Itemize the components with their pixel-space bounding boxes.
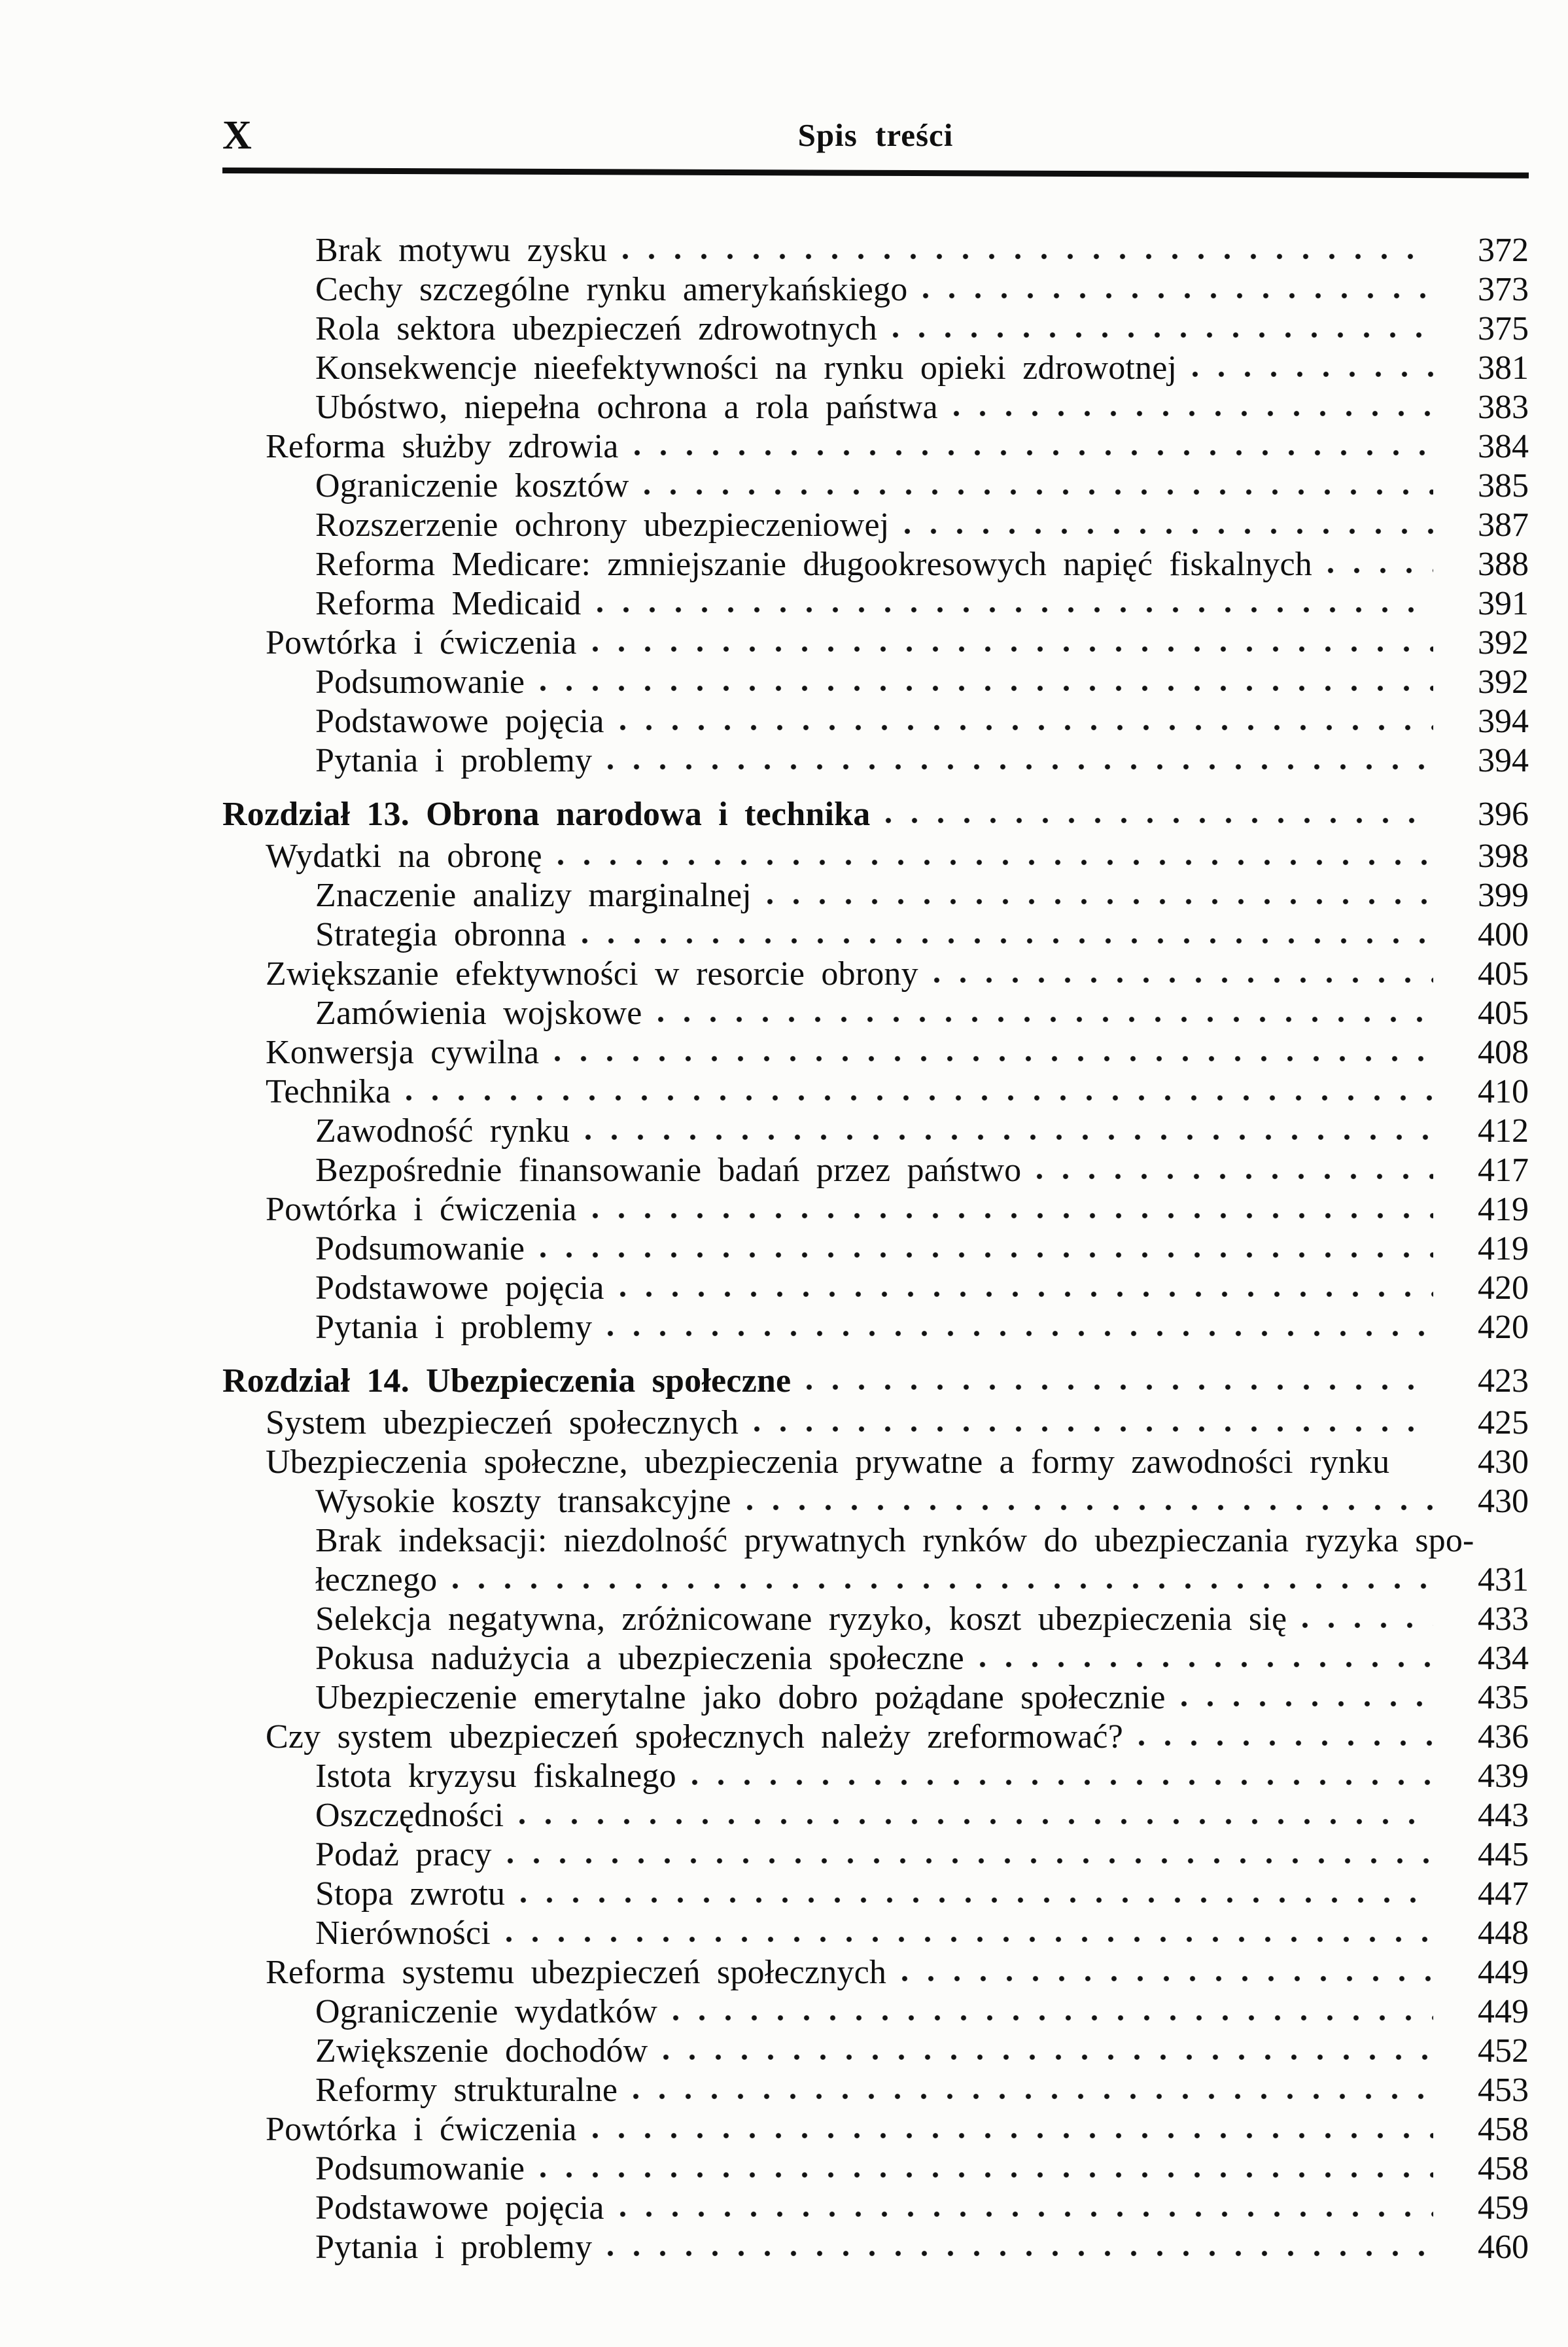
- toc-entry-title: Pytania i problemy: [315, 742, 593, 779]
- toc-entry-title: Czy system ubezpieczeń społecznych należy zreformować?: [266, 1718, 1123, 1756]
- toc-entry-title: Ubóstwo, niepełna ochrona a rola państwa: [315, 389, 938, 426]
- dot-leader: [1402, 1464, 1433, 1473]
- dot-leader: [538, 2171, 1433, 2179]
- toc-entry-title: Rozdział 14. Ubezpieczenia społeczne: [222, 1362, 792, 1400]
- toc-entry: [222, 1561, 1529, 1600]
- toc-entry-title: Nierówności: [315, 1915, 491, 1952]
- toc-entry: [222, 388, 1529, 427]
- toc-entry: [222, 1112, 1529, 1151]
- toc-entry-title: Strategia obronna: [315, 916, 566, 953]
- toc-entry: [222, 1639, 1529, 1678]
- dot-leader: [505, 1857, 1433, 1865]
- toc-entry-page-number: 384: [1478, 428, 1529, 465]
- toc-list: [222, 231, 1529, 2267]
- toc-entry: [222, 915, 1529, 955]
- toc-entry-title: Rozszerzenie ochrony ubezpieczeniowej: [315, 506, 890, 544]
- toc-entry-title: Konwersja cywilna: [266, 1034, 540, 1071]
- toc-entry-page-number: 400: [1478, 916, 1529, 953]
- toc-entry: [222, 1835, 1529, 1875]
- toc-entry-title: Wydatki na obronę: [266, 838, 542, 875]
- toc-entry-title: Istota kryzysu fiskalnego: [315, 1757, 676, 1795]
- toc-entry-page-number: 385: [1478, 467, 1529, 504]
- toc-entry-title: Podsumowanie: [315, 2150, 525, 2187]
- dot-leader: [1136, 1739, 1433, 1748]
- toc-entry-page-number: 423: [1478, 1362, 1529, 1400]
- toc-entry-title: Reforma Medicare: zmniejszanie długookresowych napięć fiskalnych: [315, 546, 1312, 583]
- toc-entry: [222, 1718, 1529, 1757]
- toc-entry-page-number: 447: [1478, 1875, 1529, 1913]
- toc-entry-page-number: 373: [1478, 271, 1529, 308]
- toc-entry-page-number: 419: [1478, 1230, 1529, 1267]
- dot-leader: [605, 2250, 1433, 2258]
- toc-entry: [222, 467, 1529, 506]
- toc-entry-page-number: 433: [1478, 1600, 1529, 1638]
- dot-leader: [752, 1425, 1433, 1434]
- toc-entry-page-number: 388: [1478, 546, 1529, 583]
- toc-entry-page-number: 459: [1478, 2189, 1529, 2227]
- toc-entry-title: Pytania i problemy: [315, 1309, 593, 1346]
- toc-entry-title: Pytania i problemy: [315, 2229, 593, 2266]
- toc-entry: [222, 1521, 1529, 1561]
- toc-entry-title: Reforma Medicaid: [315, 585, 582, 622]
- dot-leader: [642, 488, 1433, 497]
- toc-entry: [222, 1308, 1529, 1347]
- toc-entry-page-number: 445: [1478, 1836, 1529, 1873]
- toc-entry: [222, 1796, 1529, 1835]
- toc-entry: [222, 741, 1529, 781]
- dot-leader: [744, 1504, 1433, 1512]
- toc-entry: [222, 2228, 1529, 2267]
- dot-leader: [518, 1896, 1433, 1905]
- toc-entry: [222, 1482, 1529, 1521]
- toc-entry: [222, 994, 1529, 1033]
- dot-leader: [661, 2053, 1433, 2062]
- toc-entry: [222, 2071, 1529, 2110]
- toc-entry-page-number: 434: [1478, 1640, 1529, 1677]
- dot-leader: [580, 937, 1433, 945]
- toc-entry-page-number: 453: [1478, 2072, 1529, 2109]
- toc-entry: [222, 1269, 1529, 1308]
- toc-entry: [222, 2189, 1529, 2228]
- dot-leader: [618, 1290, 1433, 1299]
- toc-entry-title: Konsekwencje nieefektywności na rynku opieki zdrowotnej: [315, 349, 1177, 387]
- toc-entry-title: Powtórka i ćwiczenia: [266, 624, 577, 662]
- toc-entry-page-number: 410: [1478, 1073, 1529, 1110]
- dot-leader: [620, 253, 1433, 261]
- toc-entry-title: Selekcja negatywna, zróżnicowane ryzyko, koszt ubezpieczenia się: [315, 1600, 1287, 1638]
- toc-entry-page-number: 391: [1478, 585, 1529, 622]
- toc-entry: [222, 1914, 1529, 1953]
- toc-entry-page-number: 425: [1478, 1404, 1529, 1441]
- toc-entry-page-number: 458: [1478, 2150, 1529, 2187]
- toc-entry-page-number: 449: [1478, 1993, 1529, 2030]
- toc-entry-page-number: 417: [1478, 1152, 1529, 1189]
- toc-entry-page-number: 392: [1478, 624, 1529, 662]
- dot-leader: [552, 1055, 1433, 1063]
- toc-entry-page-number: 372: [1478, 232, 1529, 269]
- toc-entry-page-number: 436: [1478, 1718, 1529, 1756]
- toc-entry-title: Ubezpieczenia społeczne, ubezpieczenia prywatne a formy zawodności rynku: [266, 1443, 1390, 1481]
- toc-entry-title: Technika: [266, 1073, 391, 1110]
- toc-entry-title: Cechy szczególne rynku amerykańskiego: [315, 271, 908, 308]
- toc-entry-title: Ubezpieczenie emerytalne jako dobro pożądane społecznie: [315, 1679, 1166, 1716]
- toc-entry-page-number: 448: [1478, 1915, 1529, 1952]
- toc-entry: [222, 506, 1529, 545]
- toc-entry-page-number: 387: [1478, 506, 1529, 544]
- toc-entry-title: Podaż pracy: [315, 1836, 492, 1873]
- toc-entry: [222, 1992, 1529, 2032]
- toc-entry-page-number: 394: [1478, 703, 1529, 740]
- dot-leader: [590, 645, 1433, 654]
- dot-leader: [583, 1133, 1433, 1142]
- toc-entry-page-number: 449: [1478, 1954, 1529, 1991]
- toc-entry-title: Stopa zwrotu: [315, 1875, 506, 1913]
- toc-entry: [222, 584, 1529, 624]
- toc-entry: [222, 545, 1529, 584]
- toc-entry-title: Bezpośrednie finansowanie badań przez państwo: [315, 1152, 1022, 1189]
- dot-leader: [951, 410, 1433, 418]
- toc-entry: [222, 1875, 1529, 1914]
- toc-entry-page-number: 396: [1478, 796, 1529, 833]
- toc-entry-title: Rola sektora ubezpieczeń zdrowotnych: [315, 310, 877, 347]
- toc-entry-page-number: 399: [1478, 877, 1529, 914]
- toc-entry-page-number: 420: [1478, 1269, 1529, 1307]
- toc-entry-page-number: 392: [1478, 663, 1529, 701]
- toc-entry-page-number: 383: [1478, 389, 1529, 426]
- toc-entry-page-number: 405: [1478, 995, 1529, 1032]
- toc-entry: [222, 702, 1529, 741]
- running-page-number: X: [222, 113, 253, 158]
- toc-entry-page-number: 412: [1478, 1112, 1529, 1150]
- toc-entry: [222, 837, 1529, 876]
- dot-leader: [538, 1251, 1433, 1260]
- dot-leader: [655, 1015, 1433, 1024]
- toc-entry-title: Reformy strukturalne: [315, 2072, 618, 2109]
- dot-leader: [538, 684, 1433, 693]
- toc-entry: [222, 876, 1529, 915]
- dot-leader: [1190, 370, 1433, 379]
- toc-entry-page-number: 452: [1478, 2032, 1529, 2070]
- toc-entry-title: Brak motywu zysku: [315, 232, 608, 269]
- toc-entry-title: Wysokie koszty transakcyjne: [315, 1483, 731, 1520]
- toc-entry: [222, 1072, 1529, 1112]
- dot-leader: [517, 1818, 1433, 1826]
- toc-entry: [222, 1757, 1529, 1796]
- toc-entry-page-number: 405: [1478, 955, 1529, 993]
- toc-entry: [222, 1403, 1529, 1443]
- toc-entry-title: Powtórka i ćwiczenia: [266, 2111, 577, 2148]
- dot-leader: [632, 449, 1433, 457]
- toc-entry: [222, 2149, 1529, 2189]
- toc-entry: [222, 795, 1529, 834]
- toc-entry-page-number: 408: [1478, 1034, 1529, 1071]
- page-header: [222, 0, 1529, 156]
- toc-entry-page-number: 430: [1478, 1483, 1529, 1520]
- toc-entry-page-number: 420: [1478, 1309, 1529, 1346]
- toc-entry-page-number: 435: [1478, 1679, 1529, 1716]
- toc-entry: [222, 1190, 1529, 1229]
- dot-leader: [590, 1212, 1433, 1220]
- toc-entry-title: Rozdział 13. Obrona narodowa i technika: [222, 796, 871, 833]
- toc-entry-page-number: 439: [1478, 1757, 1529, 1795]
- toc-entry-title: Reforma systemu ubezpieczeń społecznych: [266, 1954, 887, 1991]
- toc-entry-title: Zwiększanie efektywności w resorcie obrony: [266, 955, 918, 993]
- toc-entry: [222, 1443, 1529, 1482]
- toc-entry: [222, 1600, 1529, 1639]
- toc-entry: [222, 427, 1529, 467]
- toc-entry: [222, 231, 1529, 270]
- dot-leader: [555, 858, 1433, 867]
- toc-entry: [222, 1678, 1529, 1718]
- toc-entry-title: łecznego: [315, 1561, 438, 1598]
- dot-leader: [902, 527, 1433, 536]
- dot-leader: [932, 976, 1433, 985]
- toc-entry-title: Oszczędności: [315, 1797, 504, 1834]
- toc-entry-title: Podstawowe pojęcia: [315, 703, 604, 740]
- dot-leader: [618, 724, 1433, 732]
- toc-entry-title: Zwiększenie dochodów: [315, 2032, 648, 2070]
- toc-entry: [222, 663, 1529, 702]
- dot-leader: [883, 817, 1433, 825]
- toc-entry-page-number: 398: [1478, 838, 1529, 875]
- dot-leader: [590, 2132, 1433, 2140]
- toc-entry: [222, 2110, 1529, 2149]
- toc-entry-page-number: 430: [1478, 1443, 1529, 1481]
- toc-entry: [222, 349, 1529, 388]
- dot-leader: [977, 1661, 1433, 1669]
- toc-entry-title: Brak indeksacji: niezdolność prywatnych rynków do ubezpieczania ryzyka spo-: [315, 1522, 1474, 1559]
- header-rule: [222, 168, 1529, 179]
- toc-entry-page-number: 431: [1478, 1561, 1529, 1598]
- toc-entry: [222, 270, 1529, 309]
- dot-leader: [1300, 1621, 1433, 1630]
- dot-leader: [1034, 1173, 1433, 1181]
- dot-leader: [899, 1975, 1433, 1983]
- dot-leader: [671, 2014, 1433, 2022]
- toc-entry-title: Zawodność rynku: [315, 1112, 570, 1150]
- toc-entry-page-number: 419: [1478, 1191, 1529, 1228]
- toc-entry: [222, 1033, 1529, 1072]
- toc-entry: [222, 1362, 1529, 1401]
- toc-entry-page-number: 460: [1478, 2229, 1529, 2266]
- dot-leader: [765, 898, 1433, 906]
- toc-entry: [222, 309, 1529, 349]
- dot-leader: [595, 606, 1434, 614]
- page-content: [222, 0, 1529, 2267]
- dot-leader: [618, 2210, 1433, 2219]
- toc-entry-page-number: 375: [1478, 310, 1529, 347]
- dot-leader: [804, 1383, 1433, 1392]
- toc-entry-title: Podstawowe pojęcia: [315, 1269, 604, 1307]
- toc-entry: [222, 1953, 1529, 1992]
- dot-leader: [689, 1778, 1433, 1787]
- toc-entry: [222, 1229, 1529, 1269]
- toc-entry-page-number: 381: [1478, 349, 1529, 387]
- toc-entry-title: Podsumowanie: [315, 663, 525, 701]
- toc-entry-title: Podsumowanie: [315, 1230, 525, 1267]
- toc-entry-title: Znaczenie analizy marginalnej: [315, 877, 752, 914]
- dot-leader: [631, 2092, 1433, 2101]
- dot-leader: [890, 331, 1433, 340]
- dot-leader: [504, 1935, 1433, 1944]
- page-title: Spis treści: [797, 117, 954, 153]
- toc-entry: [222, 1151, 1529, 1190]
- toc-entry-title: Powtórka i ćwiczenia: [266, 1191, 577, 1228]
- toc-entry-page-number: 394: [1478, 742, 1529, 779]
- toc-entry-title: Ograniczenie kosztów: [315, 467, 629, 504]
- toc-entry-title: Podstawowe pojęcia: [315, 2189, 604, 2227]
- dot-leader: [404, 1094, 1433, 1103]
- toc-entry-page-number: 458: [1478, 2111, 1529, 2148]
- toc-entry: [222, 2032, 1529, 2071]
- dot-leader: [605, 1330, 1433, 1338]
- toc-entry-title: Pokusa nadużycia a ubezpieczenia społeczne: [315, 1640, 964, 1677]
- dot-leader: [1325, 567, 1433, 575]
- toc-entry-title: System ubezpieczeń społecznych: [266, 1404, 739, 1441]
- toc-entry-title: Zamówienia wojskowe: [315, 995, 642, 1032]
- dot-leader: [450, 1582, 1433, 1591]
- toc-entry-page-number: 443: [1478, 1797, 1529, 1834]
- toc-entry: [222, 624, 1529, 663]
- toc-entry-title: Reforma służby zdrowia: [266, 428, 619, 465]
- dot-leader: [1179, 1700, 1433, 1708]
- dot-leader: [1488, 1543, 1507, 1551]
- toc-entry: [222, 955, 1529, 994]
- toc-entry-title: Ograniczenie wydatków: [315, 1993, 657, 2030]
- dot-leader: [605, 763, 1433, 771]
- dot-leader: [920, 292, 1433, 300]
